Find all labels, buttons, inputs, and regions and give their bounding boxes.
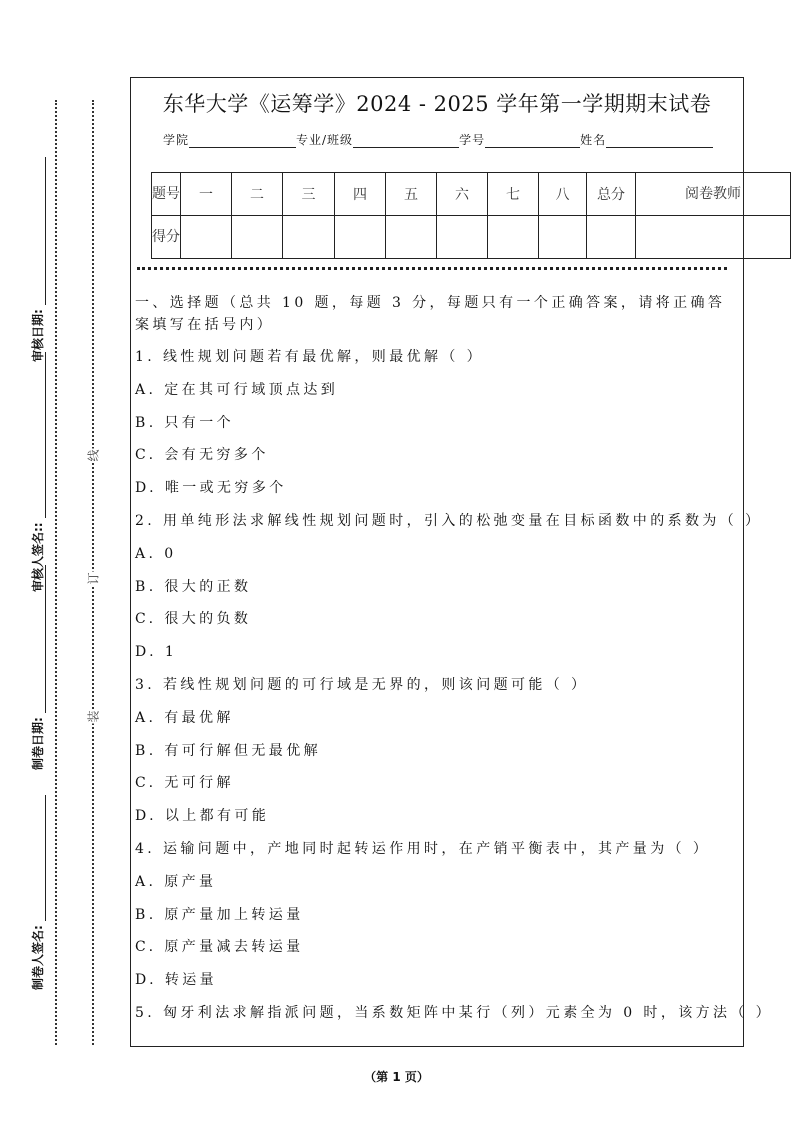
score-label: 得分 — [152, 216, 181, 259]
column-header: 五 — [386, 173, 437, 216]
score-cell[interactable] — [181, 216, 232, 259]
question-text: 1. 线性规划问题若有最优解，则最优解（ ） — [135, 349, 485, 365]
question-number-label: 题号 — [152, 173, 181, 216]
column-header: 四 — [335, 173, 386, 216]
preparation-date-field — [30, 565, 46, 770]
answer-option: B. 只有一个 — [135, 414, 234, 431]
binding-dotted-line-outer — [55, 100, 57, 1045]
score-cell[interactable] — [488, 216, 539, 259]
reviewer-signature-blank[interactable] — [31, 352, 46, 518]
preparer-signature-label: 制卷人签名: — [31, 925, 45, 990]
answer-option: C. 原产量减去转运量 — [135, 939, 304, 956]
score-cell[interactable] — [587, 216, 636, 259]
question-text: 3. 若线性规划问题的可行域是无界的，则该问题可能（ ） — [135, 676, 589, 693]
major-class-label: 专业/班级 — [296, 133, 354, 147]
answer-option: C. 无可行解 — [135, 775, 234, 792]
score-table-score-row — [152, 216, 791, 259]
major-class-blank[interactable] — [353, 133, 459, 148]
answer-option: A. 有最优解 — [135, 709, 234, 726]
score-cell[interactable] — [232, 216, 283, 259]
answer-option: D. 1 — [135, 644, 178, 661]
preparer-signature-blank[interactable] — [31, 795, 46, 921]
answer-option: D. 转运量 — [135, 972, 218, 989]
answer-option: B. 有可行解但无最优解 — [135, 742, 321, 759]
question-section — [135, 292, 774, 1035]
binding-char-ding: 订 — [86, 572, 101, 585]
college-label: 学院 — [163, 133, 190, 147]
column-header: 三 — [283, 173, 335, 216]
dotted-separator — [137, 267, 727, 270]
score-table-header-row — [152, 173, 791, 216]
answer-option: B. 很大的正数 — [135, 578, 252, 595]
score-cell[interactable] — [335, 216, 386, 259]
review-date-label: 审核日期: — [31, 309, 45, 362]
exam-title: 东华大学《运筹学》2024 - 2025 学年第一学期期末试卷 — [162, 92, 712, 116]
question-text: 4. 运输问题中，产地同时起转运作用时，在产销平衡表中，其产量为（ ） — [135, 840, 711, 857]
column-header: 六 — [437, 173, 488, 216]
name-label: 姓名 — [580, 133, 607, 147]
name-blank[interactable] — [606, 133, 713, 148]
binding-char-zhuang: 装 — [86, 710, 101, 723]
answer-option: A. 0 — [135, 545, 177, 562]
binding-char-xian: 线 — [86, 449, 101, 462]
question-lines — [135, 346, 774, 1035]
column-header: 总分 — [587, 173, 636, 216]
preparer-signature-field — [30, 795, 46, 990]
column-header: 八 — [539, 173, 587, 216]
student-id-blank[interactable] — [485, 133, 580, 148]
score-cell[interactable] — [636, 216, 791, 259]
answer-option: D. 以上都有可能 — [135, 808, 270, 825]
student-id-label: 学号 — [459, 133, 486, 147]
page-number: （第 1 页） — [364, 1070, 429, 1084]
score-cell[interactable] — [283, 216, 335, 259]
answer-option: B. 原产量加上转运量 — [135, 906, 304, 923]
answer-option: C. 会有无穷多个 — [135, 447, 269, 464]
review-date-blank[interactable] — [31, 157, 46, 305]
answer-option: A. 定在其可行域顶点达到 — [135, 381, 339, 398]
reviewer-signature-label: 审核人签名:: — [31, 522, 45, 592]
question-text: 2. 用单纯形法求解线性规划问题时，引入的松弛变量在目标函数中的系数为（ ） — [135, 512, 763, 529]
reviewer-signature-field — [30, 352, 46, 592]
score-cell[interactable] — [437, 216, 488, 259]
question-text: 5. 匈牙利法求解指派问题，当系数矩阵中某行（列）元素全为 0 时，该方法（ ） — [135, 1004, 774, 1021]
student-info-row — [163, 131, 713, 148]
column-header: 二 — [232, 173, 283, 216]
answer-option: C. 很大的负数 — [135, 611, 252, 628]
column-header: 一 — [181, 173, 232, 216]
grader-header: 阅卷教师 — [636, 173, 791, 216]
score-cell[interactable] — [386, 216, 437, 259]
preparation-date-label: 制卷日期: — [31, 717, 45, 770]
column-header: 七 — [488, 173, 539, 216]
answer-option: D. 唯一或无穷多个 — [135, 480, 287, 497]
answer-option: A. 原产量 — [135, 873, 217, 890]
review-date-field — [30, 157, 46, 362]
college-blank[interactable] — [189, 133, 296, 148]
score-cell[interactable] — [539, 216, 587, 259]
score-table — [151, 172, 791, 259]
section-heading: 一、选择题（总共 10 题，每题 3 分，每题只有一个正确答案，请将正确答案填写在括号内） — [135, 295, 726, 333]
